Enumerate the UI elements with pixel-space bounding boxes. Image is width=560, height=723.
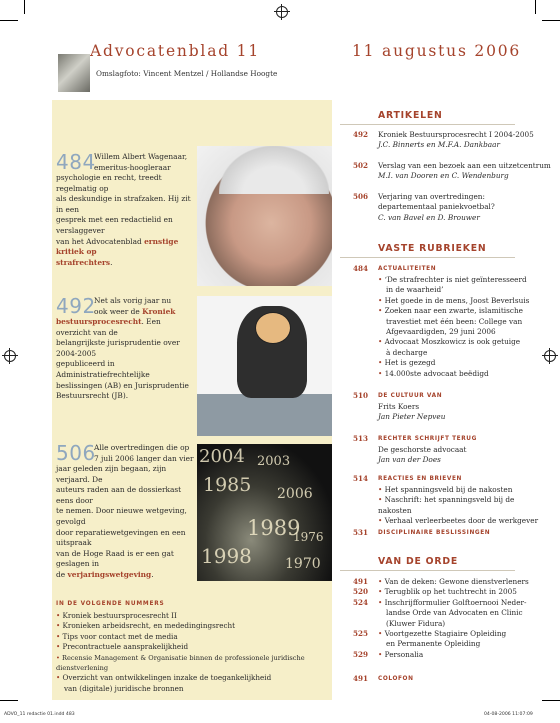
story-teaser-492 [94, 296, 175, 317]
registration-mark [276, 6, 288, 18]
story-line: 7 juli 2006 langer dan vier [94, 453, 194, 463]
story-highlight: bestuursprocesrecht [56, 317, 142, 326]
rubric-label: REACTIES EN BRIEVEN [378, 476, 462, 482]
toc-entry[interactable]: De geschorste advocaat Jan van der Does [378, 445, 467, 465]
toc-entry: en Permanente Opleiding [386, 639, 481, 649]
story-highlight: ernstige kritiek op [56, 236, 179, 257]
toc-entry: 520 • Terugblik op het tuchtrecht in 2005 [352, 587, 517, 597]
story-line: als deskundige in strafzaken. Hij zit in een [56, 194, 191, 214]
section-heading-vaste-rubrieken: VASTE RUBRIEKEN [378, 243, 487, 254]
divider [340, 570, 515, 571]
list-item: • Het spanningsveld bij de nakosten [378, 485, 513, 494]
registration-mark [4, 350, 16, 362]
crop-mark [542, 20, 560, 21]
page-number: 510 [352, 391, 368, 400]
rubric-label: DISCIPLINAIRE BESLISSINGEN [378, 530, 491, 536]
toc-entry: landse Orde van Advocaten en Clinic [386, 608, 523, 618]
actualiteiten-list [378, 275, 538, 379]
crop-mark [24, 0, 25, 14]
section-heading-van-de-orde: VAN DE ORDE [378, 556, 459, 567]
story-line: de [56, 569, 66, 579]
photo-year: 2003 [257, 454, 291, 469]
story-teaser-484 [94, 152, 187, 173]
registration-mark [544, 350, 556, 362]
story-line: van de Hoge Raad is er een gat geslagen in [56, 548, 174, 569]
toc-entry[interactable]: Verslag van een bezoek aan een uitzetcentrum M.I. van Dooren en C. Wendenburg [378, 161, 551, 181]
toc-entry: 524 • Inschrijfformulier Golftoernooi Neder- [352, 597, 527, 607]
rubric-label: COLOFON [378, 676, 414, 682]
story-line: Bestuursrecht (JB). [56, 391, 129, 401]
rubric-label: RECHTER SCHRIJFT TERUG [378, 436, 477, 442]
next-issue-heading: IN DE VOLGENDE NUMMERS [56, 601, 165, 607]
rubric-label: ACTUALITEITEN [378, 266, 437, 272]
story-line: beslissingen (AB) en Jurisprudentie [56, 380, 189, 390]
list-item: à decharge [386, 347, 428, 357]
story-line: van het Advocatenblad [56, 236, 142, 246]
toc-entry[interactable]: Frits Koers Jan Pieter Nepveu [378, 402, 446, 422]
story-number: 492 [56, 294, 96, 318]
list-item: • Het is gezegd [378, 358, 436, 368]
photo-year: 1976 [293, 530, 324, 544]
list-item: travestiet met één been: College van [386, 316, 523, 326]
photo-year: 1989 [247, 516, 301, 540]
story-line: Alle overtredingen die op [94, 443, 190, 452]
photo-year: 2004 [199, 446, 245, 467]
toc-entry: 525 • Voortgezette Stagiaire Opleiding [352, 628, 507, 638]
page-number: 513 [352, 434, 368, 443]
print-timestamp: 04-08-2006 11:07:09 [484, 712, 533, 717]
story-line: Willem Albert Wagenaar, [94, 152, 188, 161]
issue-date: 11 augustus 2006 [352, 42, 522, 60]
cover-thumbnail [58, 54, 90, 92]
photo-year: 1985 [203, 474, 252, 496]
portrait-photo [197, 146, 332, 286]
list-item: • ‘De strafrechter is niet geïnteresseerd [378, 275, 527, 284]
list-item: in de waarheid’ [386, 285, 444, 295]
toc-entry[interactable]: Kroniek Bestuursprocesrecht I 2004-2005 J.C. Binnerts en M.F.A. Dankbaar [378, 130, 534, 150]
story-teaser-506 [94, 443, 194, 464]
toc-entry: 529 • Personalia [352, 649, 424, 659]
divider [340, 257, 515, 258]
next-issue-list [56, 611, 328, 694]
page-number: 491 [352, 674, 368, 683]
story-number: 484 [56, 150, 96, 174]
story-line: auteurs raden aan de dossierkast eens door [56, 485, 182, 505]
story-line: emeritus-hoogleraar [94, 162, 171, 172]
page-number: 531 [352, 528, 368, 537]
list-item: • Verhaal verleerbeetes door de werkgever [378, 516, 539, 526]
crop-mark [542, 700, 560, 701]
list-item: • Kroniek bestuursprocesrecht II [56, 611, 177, 620]
page-number: 502 [352, 161, 368, 170]
story-highlight: Kroniek [142, 306, 176, 316]
divider [340, 124, 515, 125]
cover-credit: Omslagfoto: Vincent Mentzel / Hollandse Hoogte [96, 69, 278, 78]
list-item: • Kronieken arbeidsrecht, en mededingingsrecht [56, 621, 236, 631]
story-teaser-506-body: jaar geleden zijn begaan, zijn verjaard. De auteurs raden aan de dossierkast eens door te nemen. Door nieuwe wetgeving, gevolgd door reparatiewetgevingen en een uitspraak van de Hoge Raad is er een gat geslagen in de verjaringswetgeving. [56, 464, 196, 581]
page-number: 506 [352, 192, 368, 201]
list-item: • Naschrift: het spanningsveld bij de nakosten [378, 495, 515, 515]
page-number: 492 [352, 130, 368, 139]
years-photo [197, 444, 332, 581]
photo-year: 1998 [201, 544, 252, 568]
story-line: ook weer de [94, 306, 140, 316]
reacties-list [378, 485, 548, 527]
story-teaser-484-body: psychologie en recht, treedt regelmatig op als deskundige in strafzaken. Hij zit in een gesprek met een redactielid en verslaggever van het Advocatenblad ernstige kritiek op strafrechters. [56, 173, 196, 268]
toc-entry: 491 • Van de deken: Gewone dienstverleners [352, 577, 529, 586]
magazine-title: Advocatenblad 11 [90, 42, 261, 60]
story-line: jaar geleden zijn begaan, zijn verjaard. De [56, 464, 167, 484]
orde-list [340, 577, 540, 660]
rubric-label: DE CULTUUR VAN [378, 393, 443, 399]
cartoon-illustration [197, 296, 332, 436]
photo-year: 1970 [285, 556, 321, 572]
file-slug: ADVO_11 redactie 01.indd 483 [4, 712, 75, 717]
section-heading-artikelen: ARTIKELEN [378, 110, 443, 121]
story-line: gepubliceerd in Administratiefrechtelijke [56, 359, 150, 379]
list-item: • Precontractuele aansprakelijkheid [56, 642, 189, 652]
page-number: 514 [352, 474, 368, 483]
crop-mark [0, 20, 18, 21]
crop-mark [535, 0, 536, 14]
story-line: te nemen. Door nieuwe wetgeving, gevolgd [56, 506, 187, 526]
page-number: 484 [352, 264, 368, 273]
story-line: Net als vorig jaar nu [94, 296, 172, 305]
story-number: 506 [56, 441, 96, 465]
list-item: • Het goede in de mens, Joost Beverlsuis [378, 295, 530, 305]
list-item: • Overzicht van ontwikkelingen inzake de toegankelijkheid [56, 673, 272, 683]
story-line: gesprek met een redactielid en verslaggever [56, 215, 173, 235]
photo-year: 2006 [277, 486, 313, 502]
story-line: belangrijkste jurisprudentie over 2004-2005 [56, 338, 180, 358]
list-item: van (digitale) juridische bronnen [64, 683, 184, 693]
story-teaser-492-body: bestuursprocesrecht. Een overzicht van de belangrijkste jurisprudentie over 2004-2005 gepubliceerd in Administratiefrechtelijke beslissingen (AB) en Jurisprudentie Bestuursrecht (JB). [56, 317, 196, 402]
list-item: • Zoeken naar een zwarte, islamitische [378, 306, 523, 316]
list-item: • Recensie Management & Organisatie binnen de professionele juridische dienstverlening [56, 653, 305, 673]
crop-mark [0, 700, 18, 701]
toc-entry: (Kluwer Fidura) [386, 618, 446, 628]
toc-entry[interactable]: Verjaring van overtredingen: departementaal paniekvoetbal? C. van Bavel en D. Brouwer [378, 192, 495, 222]
story-highlight: verjaringswetgeving [67, 569, 152, 579]
list-item: • Advocaat Moszkowicz is ook getuige [378, 337, 521, 347]
story-highlight: strafrechters [56, 257, 111, 267]
list-item: • 14.000ste advocaat beëdigd [378, 368, 489, 378]
list-item: Afgevaardigden, 29 juni 2006 [386, 327, 496, 337]
story-line: door reparatiewetgevingen en een uitspraak [56, 527, 186, 548]
list-item: • Tips voor contact met de media [56, 631, 178, 641]
story-line: psychologie en recht, treedt regelmatig op [56, 173, 162, 193]
